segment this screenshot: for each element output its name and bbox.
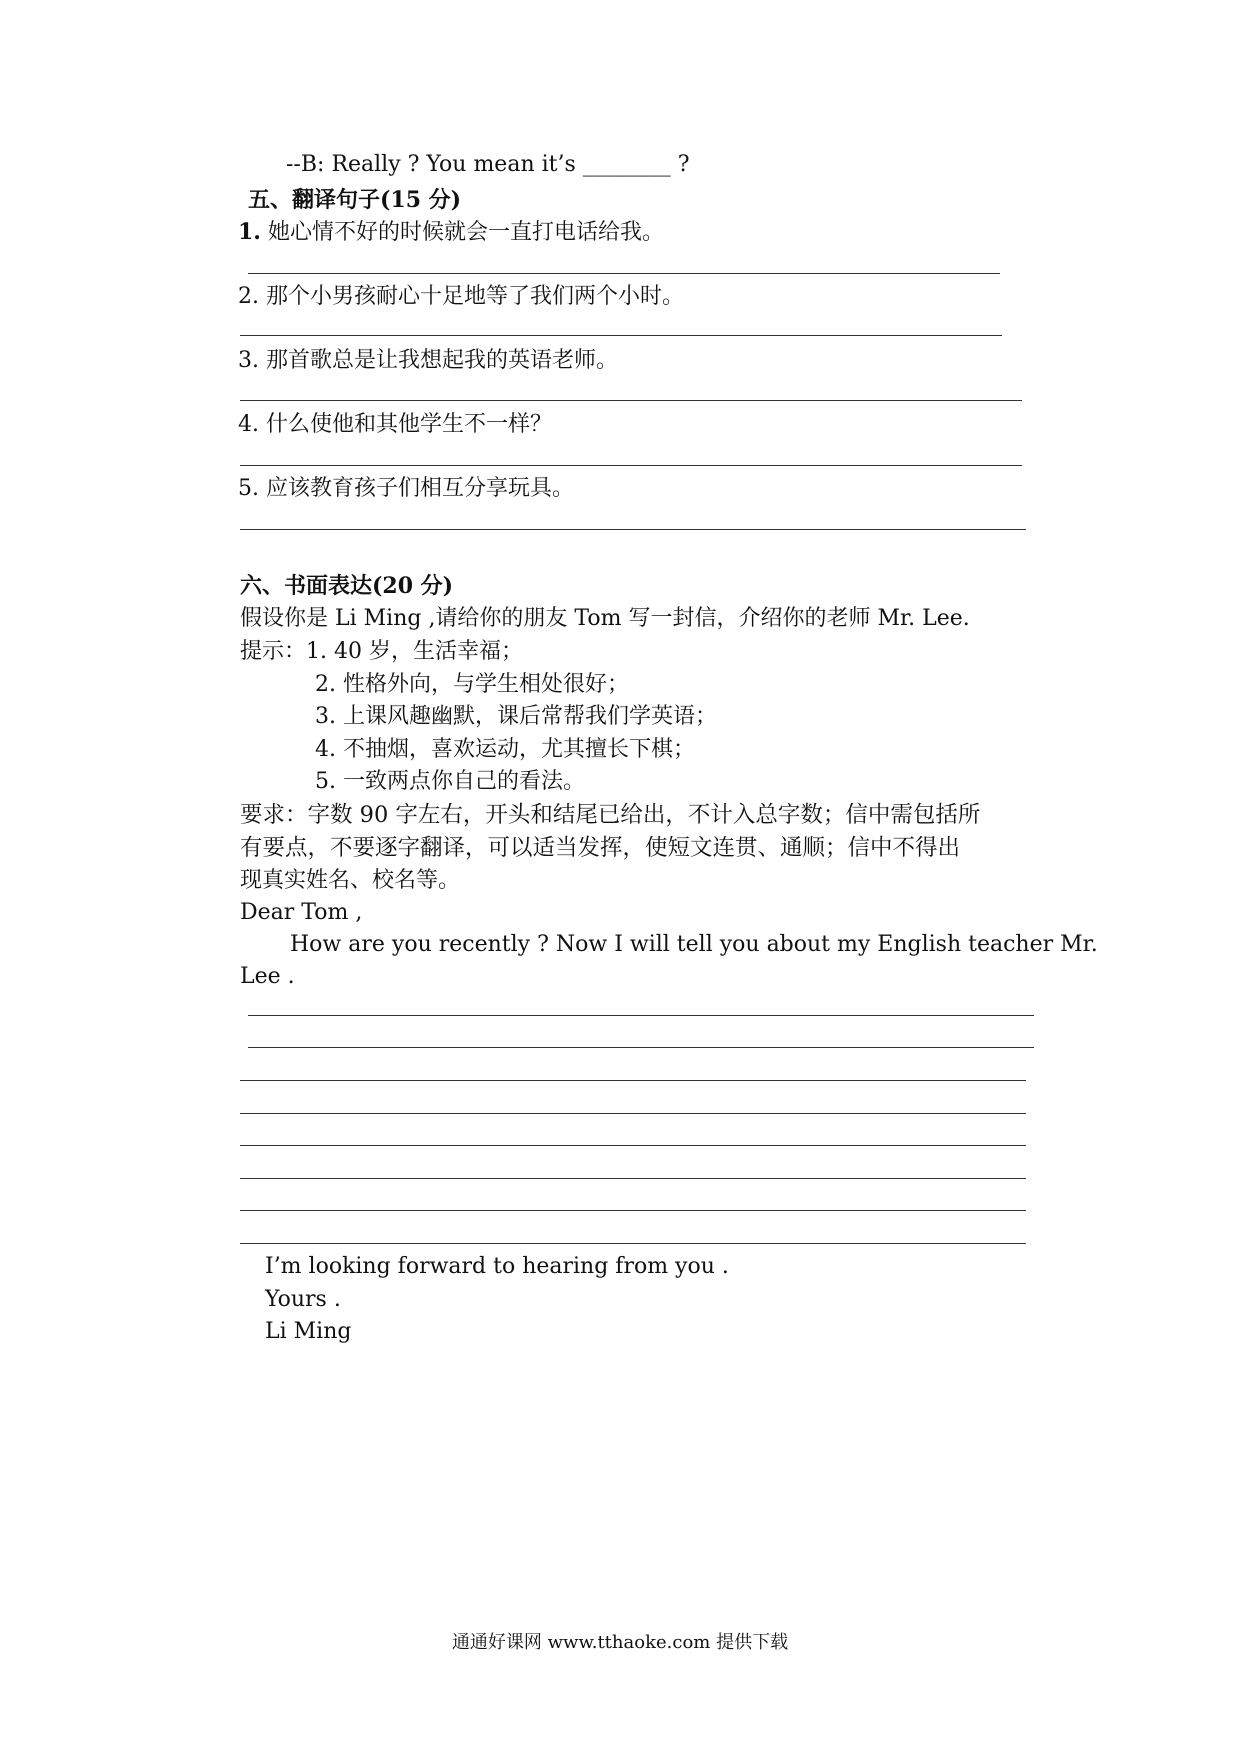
answer-line-1[interactable]: [248, 273, 1000, 274]
answer-line-2[interactable]: [240, 335, 1002, 336]
question-3-number: 3.: [238, 348, 259, 373]
writing-line[interactable]: [248, 1015, 1034, 1016]
question-1: [238, 217, 664, 248]
hint-2: 2. 性格外向，与学生相处很好；: [315, 672, 629, 697]
dialogue-line: --B: Really ? You mean it’s ________ ?: [286, 152, 690, 177]
salutation: Dear Tom ,: [240, 900, 363, 925]
hints-label: 提示：: [240, 639, 307, 664]
question-3: [238, 346, 618, 376]
section5-title: 五、翻译句子(15 分): [248, 187, 462, 213]
letter-signoff: Yours .: [265, 1287, 341, 1312]
question-1-text: 她心情不好的时候就会一直打电话给我。: [267, 220, 664, 245]
question-3-text: 那首歌总是让我想起我的英语老师。: [266, 348, 619, 373]
letter-opening-line-1: How are you recently ? Now I will tell you about my English teacher Mr.: [290, 932, 1098, 957]
hint-4: 4. 不抽烟，喜欢运动，尤其擅长下棋；: [315, 737, 695, 762]
hint-5: 5. 一致两点你自己的看法。: [315, 769, 585, 794]
page-footer: 通通好课网 www.tthaoke.com 提供下载: [451, 1632, 789, 1653]
answer-line-3[interactable]: [240, 400, 1022, 401]
question-2-text: 那个小男孩耐心十足地等了我们两个小时。: [266, 284, 685, 309]
requirements-line-1: 要求：字数 90 字左右，开头和结尾已给出，不计入总字数；信中需包括所: [240, 802, 981, 828]
writing-line[interactable]: [248, 1047, 1034, 1048]
writing-line[interactable]: [240, 1210, 1026, 1211]
answer-line-4[interactable]: [240, 465, 1022, 466]
letter-signature: Li Ming: [265, 1319, 352, 1344]
hints-block: [240, 637, 523, 667]
letter-opening-line-2: Lee .: [240, 964, 295, 989]
letter-closing: I’m looking forward to hearing from you .: [265, 1254, 729, 1279]
writing-line[interactable]: [240, 1145, 1026, 1146]
requirements-line-2: 有要点，不要逐字翻译，可以适当发挥，使短文连贯、通顺；信中不得出: [240, 835, 961, 861]
writing-line[interactable]: [240, 1243, 1026, 1244]
question-4: [238, 410, 552, 440]
writing-line[interactable]: [240, 1113, 1026, 1114]
answer-line-5[interactable]: [240, 529, 1026, 530]
question-1-number: 1.: [238, 219, 261, 245]
question-2: [238, 282, 684, 312]
hint-1: 1. 40 岁，生活幸福；: [306, 639, 523, 664]
question-4-number: 4.: [238, 412, 259, 437]
question-5-text: 应该教育孩子们相互分享玩具。: [266, 476, 575, 501]
requirements-line-3: 现真实姓名、校名等。: [240, 868, 461, 893]
section6-title: 六、书面表达(20 分): [240, 573, 454, 599]
question-2-number: 2.: [238, 284, 259, 309]
writing-line[interactable]: [240, 1080, 1026, 1081]
writing-prompt: 假设你是 Li Ming ,请给你的朋友 Tom 写一封信，介绍你的老师 Mr. Lee.: [240, 606, 970, 631]
question-5-number: 5.: [238, 476, 259, 501]
question-4-text: 什么使他和其他学生不一样？: [266, 412, 553, 437]
hint-3: 3. 上课风趣幽默，课后常帮我们学英语；: [315, 704, 717, 729]
question-5: [238, 474, 574, 504]
writing-line[interactable]: [240, 1178, 1026, 1179]
